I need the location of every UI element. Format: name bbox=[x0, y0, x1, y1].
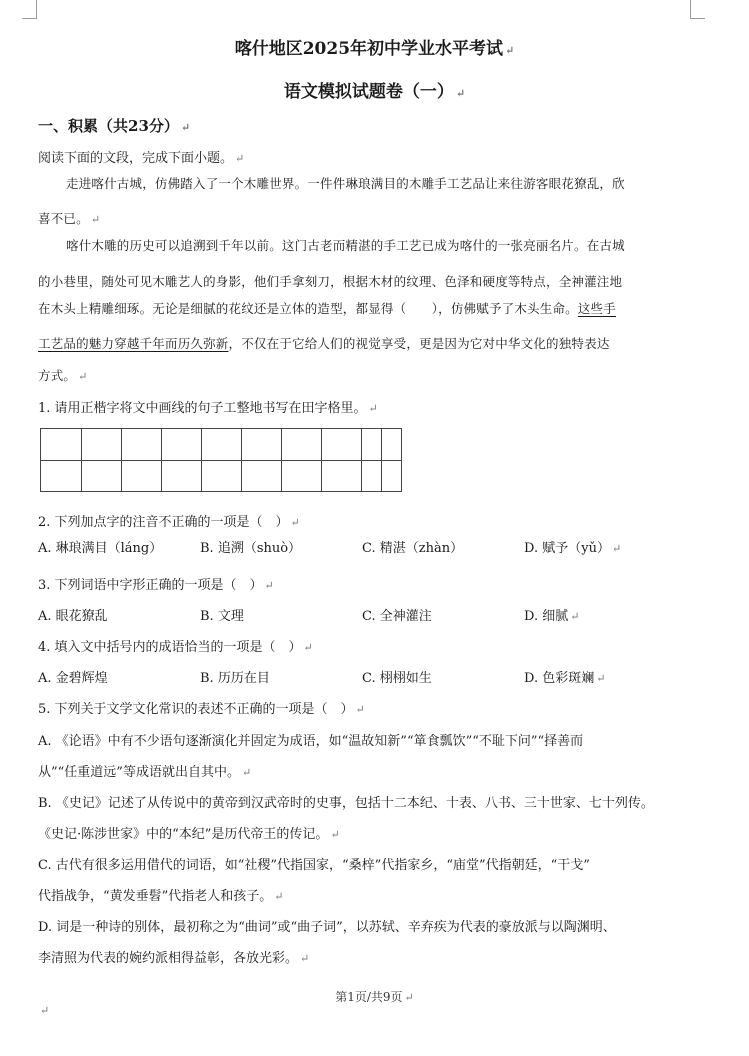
question-2-option-a[interactable]: A. 琳琅满目（láng） bbox=[38, 541, 163, 556]
passage-line: 工艺品的魅力穿越千年而历久弥新，不仅在于它给人们的视觉享受，更是因为它对中华文化的独特表达 bbox=[38, 336, 610, 351]
question-5-stem: 5. 下列关于文学文化常识的表述不正确的一项是（ ） ↵ bbox=[38, 702, 365, 717]
question-4-stem: 4. 填入文中括号内的成语恰当的一项是（ ） ↵ bbox=[38, 640, 313, 655]
passage-line: 走进喀什古城，仿佛踏入了一个木雕世界。一件件琳琅满目的木雕手工艺品让来往游客眼花獠乱，欣 bbox=[66, 176, 625, 191]
passage-line: 喀什木雕的历史可以追溯到千年以前。这门古老而精湛的手工艺已成为喀什的一张亮丽名片。在古城 bbox=[66, 238, 625, 253]
question-4-option-b[interactable]: B. 历历在目 bbox=[200, 671, 270, 686]
question-4-option-a[interactable]: A. 金碧辉煌 bbox=[38, 671, 108, 686]
question-4-option-d[interactable]: D. 色彩斑斓 ↵ bbox=[524, 671, 606, 686]
passage-line: 喜不已。 ↵ bbox=[38, 211, 101, 226]
question-5-option-d-cont: 李清照为代表的婉约派相得益彰，各放光彩。 ↵ bbox=[38, 951, 310, 966]
question-5-option-c[interactable]: C. 古代有很多运用借代的词语，如“社稷”代指国家，“桑梓”代指家乡，“庙堂”代指朝廷，“干戈” bbox=[38, 858, 590, 873]
page-number: 第1页/共9页 ↵ bbox=[335, 990, 414, 1004]
question-5-option-b[interactable]: B. 《史记》记述了从传说中的黄帝到汉武帝时的史事，包括十二本纪、十表、八书、三十世家、七十列传。 bbox=[38, 796, 654, 811]
tianzige-writing-grid[interactable] bbox=[40, 428, 402, 492]
question-5-option-c-cont: 代指战争，“黄发垂髫”代指老人和孩子。 ↵ bbox=[38, 889, 284, 904]
paragraph-mark: ↵ bbox=[40, 1004, 50, 1017]
question-2-option-c[interactable]: C. 精湛（zhàn） bbox=[362, 541, 464, 556]
question-3-option-d[interactable]: D. 细腻 ↵ bbox=[524, 609, 580, 624]
underlined-sentence: 工艺品的魅力穿越千年而历久弥新 bbox=[38, 336, 229, 351]
exam-subtitle: 语文模拟试题卷（一） ↵ bbox=[283, 82, 466, 102]
passage-line: 在木头上精雕细琢。无论是细腻的花纹还是立体的造型，都显得（ ），仿佛赋予了木头生命。这些手 bbox=[38, 301, 616, 316]
crop-mark-top-right bbox=[690, 0, 705, 19]
question-3-option-b[interactable]: B. 文理 bbox=[200, 609, 244, 624]
reading-instruction: 阅读下面的文段，完成下面小题。 ↵ bbox=[38, 151, 245, 166]
question-1-stem: 1. 请用正楷字将文中画线的句子工整地书写在田字格里。 ↵ bbox=[38, 401, 378, 416]
question-2-option-d[interactable]: D. 赋予（yǔ） ↵ bbox=[524, 541, 622, 556]
section-heading: 一、积累（共23分） ↵ bbox=[38, 117, 191, 135]
crop-mark-top-left bbox=[22, 0, 37, 19]
underlined-sentence: 这些手 bbox=[577, 301, 616, 316]
question-3-option-a[interactable]: A. 眼花獠乱 bbox=[38, 609, 108, 624]
question-2-stem: 2. 下列加点字的注音不正确的一项是（ ） ↵ bbox=[38, 515, 300, 530]
question-2-option-b[interactable]: B. 追溯（shuò） bbox=[200, 541, 302, 556]
question-3-stem: 3. 下列词语中字形正确的一项是（ ） ↵ bbox=[38, 578, 274, 593]
question-5-option-a-cont: 从”“任重道远”等成语就出自其中。 ↵ bbox=[38, 765, 252, 780]
question-5-option-b-cont: 《史记·陈涉世家》中的“本纪”是历代帝王的传记。 ↵ bbox=[38, 827, 340, 842]
passage-line: 方式。 ↵ bbox=[38, 368, 88, 383]
question-3-option-c[interactable]: C. 全神灌注 bbox=[362, 609, 432, 624]
question-5-option-d[interactable]: D. 词是一种诗的别体，最初称之为“曲词”或“曲子词”，以苏轼、辛弃疾为代表的豪放派与以陶渊明、 bbox=[38, 920, 616, 935]
passage-line: 的小巷里，随处可见木雕艺人的身影，他们手拿刻刀，根据木材的纹理、色泽和硬度等特点，全神灌注地 bbox=[38, 274, 623, 289]
question-4-option-c[interactable]: C. 栩栩如生 bbox=[362, 671, 432, 686]
exam-title: 喀什地区2025年初中学业水平考试 ↵ bbox=[234, 39, 515, 59]
question-5-option-a[interactable]: A. 《论语》中有不少语句逐渐演化并固定为成语，如“温故知新”“箪食瓢饮”“不耻下问”“择善而 bbox=[38, 734, 584, 749]
